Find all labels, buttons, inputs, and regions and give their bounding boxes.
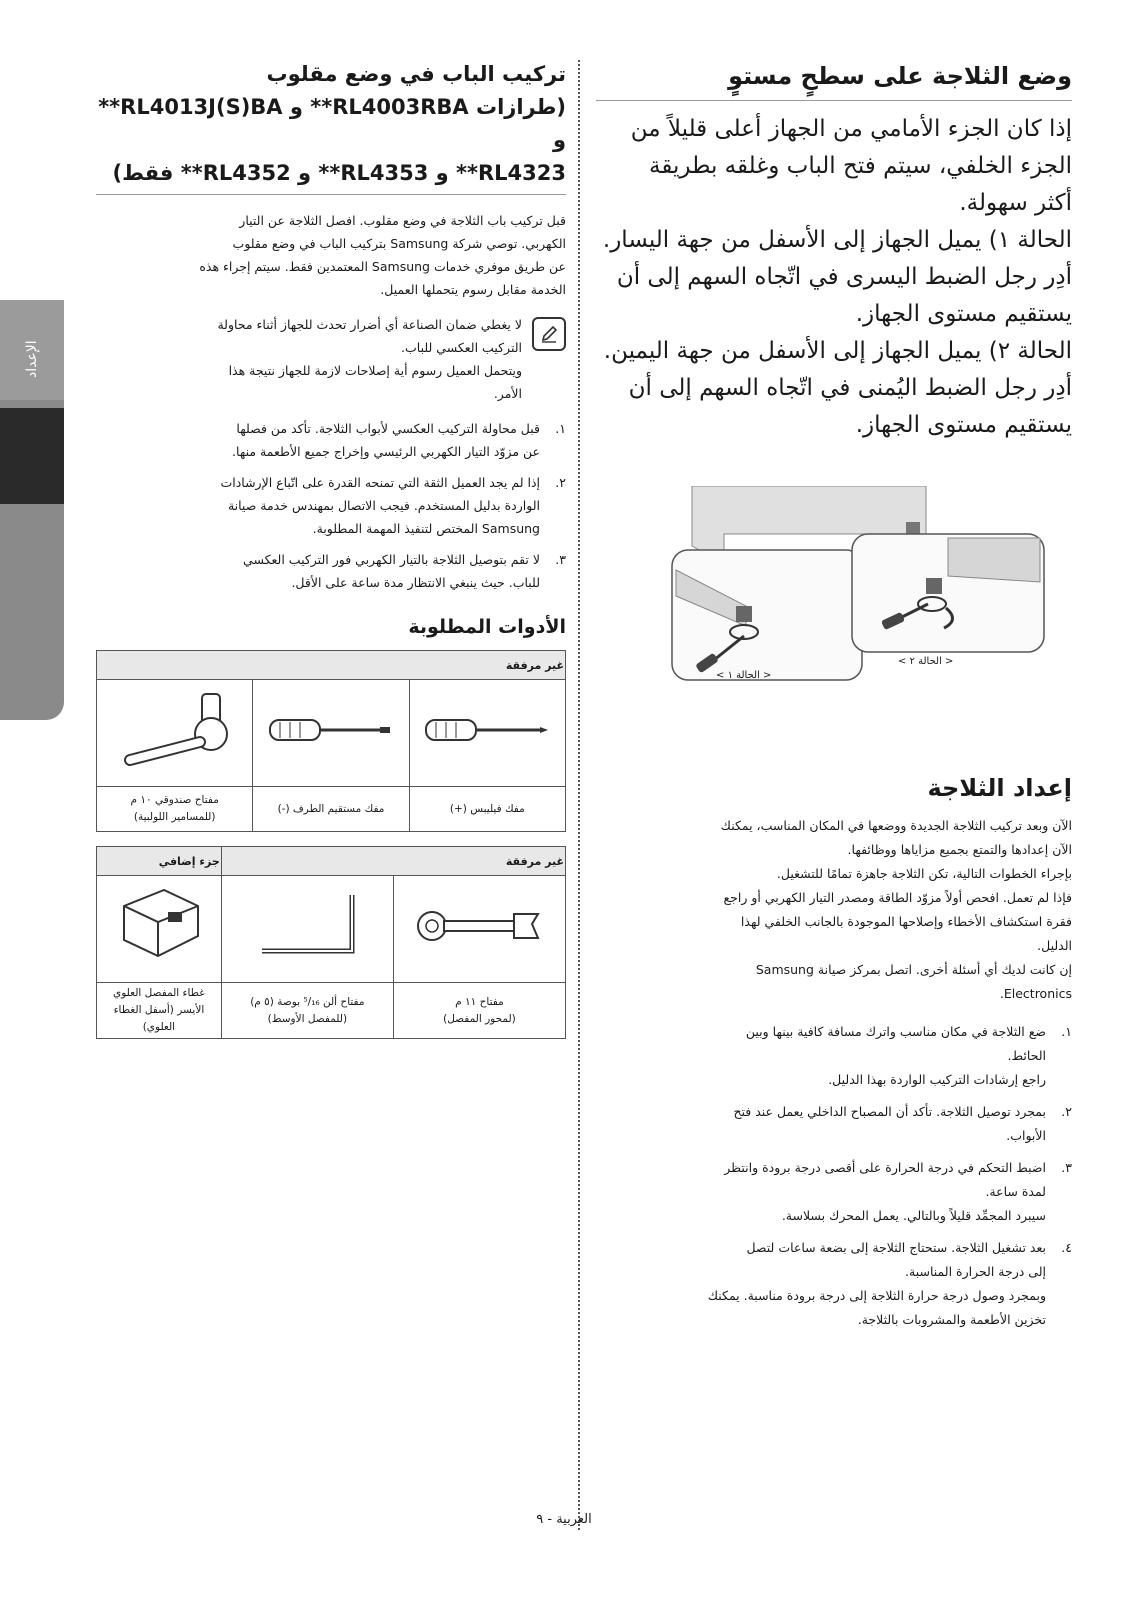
step-number: ١.: [555, 421, 566, 436]
step-line: اضبط التحكم في درجة الحرارة على أقصى درجة برودة وانتظر: [724, 1160, 1046, 1175]
tool-cell: [221, 876, 393, 983]
side-tab-label: الإعداد: [24, 340, 40, 378]
flat-screwdriver-icon: [266, 700, 396, 760]
intro-line: عن طريق موفري خدمات Samsung المعتمدين فقط. سيتم إجراء هذه: [199, 259, 566, 274]
setup-line: فقرة استكشاف الأخطاء وإصلاحها الموجودة بالجانب الخلفي لهذا: [740, 914, 1072, 929]
setup-step: [596, 1100, 1072, 1148]
step-line: Samsung المختص لتنفيذ المهمة المطلوبة.: [312, 521, 540, 536]
setup-step: [596, 1156, 1072, 1228]
leveling-title: وضع الثلاجة على سطحٍ مستوٍ: [596, 58, 1072, 101]
tools-table-2: [96, 846, 566, 1039]
step-line: الحائط.: [1007, 1048, 1046, 1063]
tools-table-1: [96, 650, 566, 832]
reversal-step: [96, 548, 566, 594]
tool-label: (للمسامير اللولبية): [133, 811, 216, 823]
table2-header-extra-part: جزء إضافي: [97, 847, 222, 876]
door-reversal-steps: [96, 417, 566, 594]
setup-title: إعداد الثلاجة: [927, 774, 1072, 802]
step-line: تخزين الأطعمة والمشروبات بالثلاجة.: [857, 1312, 1046, 1327]
tool-cell: [393, 876, 565, 983]
step-line: قبل محاولة التركيب العكسي لأبواب الثلاجة. تأكد من فصلها: [236, 421, 540, 436]
tool-caption: [97, 787, 253, 832]
note-pencil-icon: [532, 317, 566, 351]
leveling-intro: [596, 111, 1072, 444]
step-line: وبمجرد وصول درجة حرارة الثلاجة إلى درجة برودة مناسبة. يمكنك: [707, 1288, 1046, 1303]
page-footer: العربية - ٩: [536, 1512, 592, 1527]
tool-label: العلوي): [142, 1021, 176, 1033]
intro-line: قبل تركيب باب الثلاجة في وضع مقلوب. افصل الثلاجة عن التيار: [239, 213, 566, 228]
setup-line: الآن وبعد تركيب الثلاجة الجديدة ووضعها في المكان المناسب، يمكنك: [720, 818, 1072, 833]
table2-header-not-supplied: غير مرفقة: [221, 847, 565, 876]
tool-cell: [409, 680, 565, 787]
setup-line: الدليل.: [1037, 938, 1072, 953]
door-reversal-intro: [96, 209, 566, 301]
right-column: [596, 58, 1072, 1340]
setup-steps: [596, 1020, 1072, 1332]
note-line: لا يغطي ضمان الصناعة أي أضرار تحدث للجهاز أثناء محاولة: [217, 317, 522, 332]
tool-caption: [393, 983, 565, 1039]
intro-line: أكثر سهولة.: [959, 190, 1072, 216]
tool-caption: [221, 983, 393, 1039]
setup-line: بإجراء الخطوات التالية، تكن الثلاجة جاهزة تمامًا للتشغيل.: [776, 866, 1072, 881]
intro-line: أدِر رجل الضبط اليسرى في اتّجاه السهم إلى أن: [616, 264, 1072, 290]
note-line: التركيب العكسي للباب.: [401, 340, 522, 355]
step-line: الأبواب.: [1006, 1128, 1046, 1143]
table1-header: غير مرفقة: [97, 651, 566, 680]
step-line: ضع الثلاجة في مكان مناسب واترك مسافة كافية بينها وبين: [745, 1024, 1046, 1039]
socket-wrench-icon: [110, 690, 240, 770]
step-line: عن مزوّد التيار الكهربي الرئيسي وإخراج جميع الأطعمة منها.: [232, 444, 540, 459]
tool-cell: [97, 876, 222, 983]
step-line: الواردة بدليل المستخدم. فيجب الاتصال بمهندس خدمة صيانة: [227, 498, 540, 513]
left-column: [96, 58, 566, 1053]
intro-line: أدِر رجل الضبط اليُمنى في اتّجاه السهم إلى أن: [628, 375, 1072, 401]
section-side-tab: [0, 300, 64, 720]
tool-cell: [97, 680, 253, 787]
case1-detail: [672, 550, 862, 680]
allen-key-icon: [242, 891, 372, 961]
phillips-screwdriver-icon: [422, 700, 552, 760]
step-line: بمجرد توصيل الثلاجة. تأكد أن المصباح الداخلي يعمل عند فتح: [733, 1104, 1046, 1119]
setup-step: [596, 1236, 1072, 1332]
tool-label: مفتاح ١١ م: [455, 995, 504, 1008]
step-line: سيبرد المجمِّد قليلاً وبالتالي. يعمل المحرك بسلاسة.: [781, 1208, 1046, 1223]
tool-label: مفك فيليبس (+): [449, 802, 525, 815]
title-line: (طرازات RL4003RBA** و RL4013J(S)BA** و: [98, 95, 566, 152]
tool-label: مفتاح صندوقي ١٠ م: [130, 794, 219, 806]
step-line: للباب. حيث ينبغي الانتظار مدة ساعة على الأقل.: [291, 575, 540, 590]
side-tab-active-marker: [0, 408, 64, 504]
setup-line: فإذا لم تعمل. افحص أولاً مزوّد الطاقة ومصدر التيار الكهربي أو راجع: [723, 890, 1072, 905]
intro-line: الجزء الخلفي، سيتم فتح الباب وغلقه بطريقة: [649, 153, 1072, 179]
case1-caption: < الحالة ١ >: [716, 670, 772, 681]
setup-intro: [596, 814, 1072, 1006]
step-number: ٣.: [1061, 1160, 1072, 1175]
step-number: ٣.: [555, 552, 566, 567]
step-line: بعد تشغيل الثلاجة. ستحتاج الثلاجة إلى بضعة ساعات لتصل: [746, 1240, 1046, 1255]
step-line: إلى درجة الحرارة المناسبة.: [905, 1264, 1046, 1279]
step-number: ١.: [1061, 1024, 1072, 1039]
setup-line: Electronics.: [999, 986, 1072, 1001]
title-line: RL4323** و RL4353** و RL4352** فقط): [112, 161, 566, 185]
intro-line: الحالة ٢) يميل الجهاز إلى الأسفل من جهة اليمين.: [603, 338, 1072, 364]
note-line: ويتحمل العميل رسوم أية إصلاحات لازمة للجهاز نتيجة هذا: [228, 363, 522, 378]
tool-label: (لمحور المفصل): [443, 1012, 516, 1025]
reversal-step: [96, 417, 566, 463]
tool-caption: [97, 983, 222, 1039]
case2-detail: [852, 534, 1044, 652]
hinge-cover-icon: [114, 886, 204, 966]
warranty-note: [96, 313, 566, 405]
intro-line: يستقيم مستوى الجهاز.: [855, 412, 1072, 438]
tool-label: مفتاح ألن ⁵/₁₆ بوصة (٥ م): [250, 995, 365, 1008]
intro-line: يستقيم مستوى الجهاز.: [855, 301, 1072, 327]
tool-label: الأيسر (أسفل الغطاء: [113, 1004, 205, 1016]
door-reversal-title: [96, 58, 566, 195]
setup-line: إن كانت لديك أي أسئلة أخرى. اتصل بمركز صيانة Samsung: [755, 962, 1072, 977]
step-line: راجع إرشادات التركيب الواردة بهذا الدليل.: [828, 1072, 1046, 1087]
reversal-step: [96, 471, 566, 540]
tool-cell: [253, 680, 409, 787]
setup-step: [596, 1020, 1072, 1092]
step-line: إذا لم يجد العميل الثقة التي تمنحه القدرة على اتّباع الإرشادات: [220, 475, 540, 490]
case2-caption: < الحالة ٢ >: [898, 656, 954, 667]
note-line: الأمر.: [493, 386, 522, 401]
spanner-icon: [414, 896, 544, 956]
step-number: ٢.: [555, 475, 566, 490]
setup-line: الآن إعدادها والتمتع بجميع مزاياها ووظائفها.: [847, 842, 1072, 857]
tool-caption: [253, 787, 409, 832]
leveling-figure: [596, 486, 1072, 700]
leveling-illustration: [596, 486, 1072, 700]
tools-title: الأدوات المطلوبة: [408, 616, 566, 638]
step-number: ٢.: [1061, 1104, 1072, 1119]
intro-line: الكهربي. توصي شركة Samsung بتركيب الباب في وضع مقلوب: [232, 236, 566, 251]
column-divider: [578, 60, 580, 1530]
intro-line: إذا كان الجزء الأمامي من الجهاز أعلى قليلاً من: [630, 116, 1072, 142]
step-number: ٤.: [1061, 1240, 1072, 1255]
tool-label: مفك مستقيم الطرف (-): [277, 802, 385, 815]
tool-label: غطاء المفصل العلوي: [113, 987, 205, 999]
step-line: لمدة ساعة.: [985, 1184, 1046, 1199]
title-line: تركيب الباب في وضع مقلوب: [266, 62, 566, 86]
step-line: لا تقم بتوصيل الثلاجة بالتيار الكهربي فور التركيب العكسي: [243, 552, 540, 567]
intro-line: الحالة ١) يميل الجهاز إلى الأسفل من جهة اليسار.: [602, 227, 1072, 253]
intro-line: الخدمة مقابل رسوم يتحملها العميل.: [380, 282, 566, 297]
tool-caption: [409, 787, 565, 832]
tool-label: (للمفصل الأوسط): [267, 1012, 348, 1025]
